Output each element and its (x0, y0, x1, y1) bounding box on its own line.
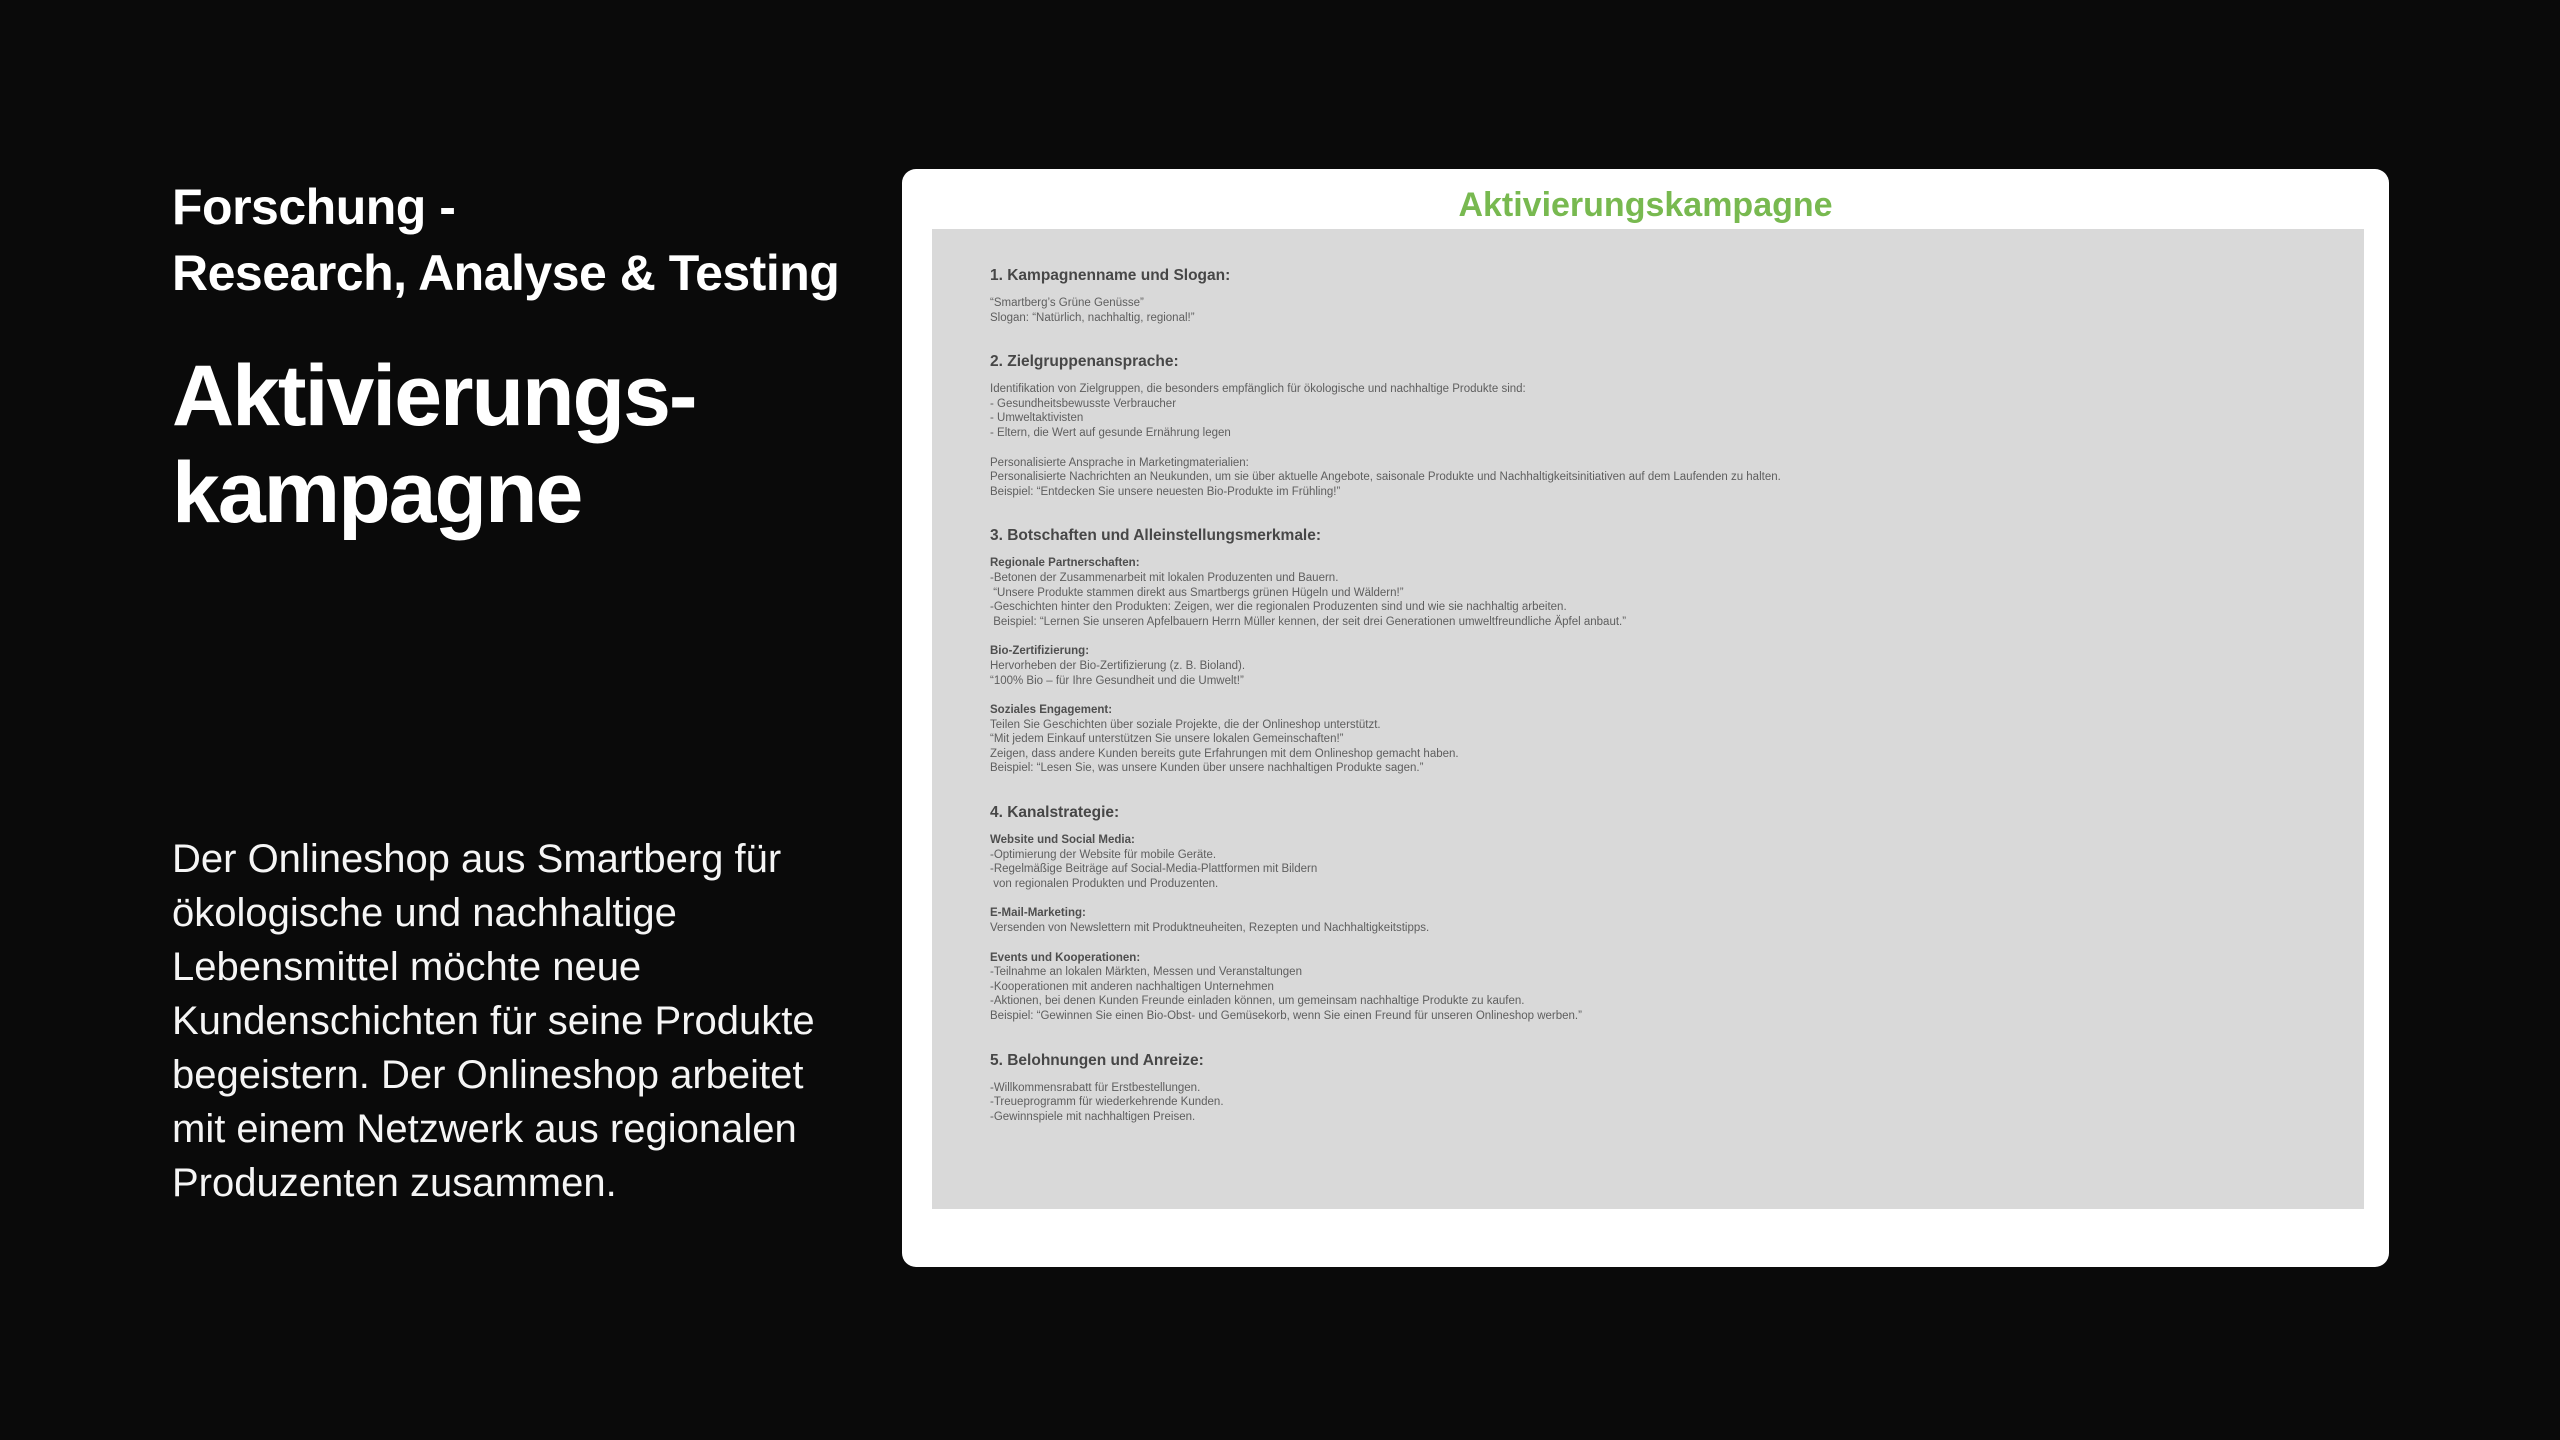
document-line: Identifikation von Zielgruppen, die besonders empfänglich für ökologische und nachhaltige Produkte sind: (990, 383, 1526, 396)
text-block (990, 906, 2306, 935)
document-line: - Umweltaktivisten (990, 412, 1084, 425)
intro-paragraph: Der Onlineshop aus Smartberg für ökologische und nachhaltige Lebensmittel möchte neue Kundenschichten für seine Produkte begeistern. Der Onlineshop arbeitet mit einem Netzwerk aus regionalen Produzenten zusammen. (172, 837, 815, 1205)
title-line-1: Aktivierungs- (172, 348, 696, 444)
document-line: Beispiel: “Entdecken Sie unsere neuesten Bio-Produkte im Frühling!” (990, 485, 1341, 498)
text-block (990, 1081, 2306, 1125)
document-line: -Regelmäßige Beiträge auf Social-Media-Plattformen mit Bildern (990, 863, 1318, 876)
document-line: “Unsere Produkte stammen direkt aus Smartbergs grünen Hügeln und Wäldern!” (990, 586, 1404, 599)
title-line-2: kampagne (172, 445, 582, 541)
section-heading: 4. Kanalstrategie: (990, 804, 1120, 822)
document-line: Slogan: “Natürlich, nachhaltig, regional!” (990, 311, 1195, 324)
document-line: -Geschichten hinter den Produkten: Zeigen, wer die regionalen Produzenten sind und wie sie nachhaltig arbeiten. (990, 601, 1567, 614)
section-heading: 1. Kampagnenname und Slogan: (990, 267, 1231, 284)
document-line: Beispiel: “Lesen Sie, was unsere Kunden über unsere nachhaltigen Produkte sagen.” (990, 762, 1424, 775)
text-block (990, 644, 2306, 688)
document-section (990, 352, 2306, 499)
document-line: “Smartberg’s Grüne Genüsse” (990, 297, 1144, 309)
section-heading: 2. Zielgruppenansprache: (990, 353, 1179, 371)
block-label: Soziales Engagement: (990, 704, 1113, 717)
document-section (990, 1051, 2306, 1125)
document-line: -Aktionen, bei denen Kunden Freunde einladen können, um gemeinsam nachhaltige Produkte zu kaufen. (990, 995, 1525, 1008)
document-line: -Kooperationen mit anderen nachhaltigen Unternehmen (990, 980, 1274, 993)
text-block (990, 703, 2306, 776)
section-heading: 5. Belohnungen und Anreize: (990, 1051, 1204, 1069)
document-line: -Optimierung der Website für mobile Geräte. (990, 848, 1217, 861)
document-line: Personalisierte Ansprache in Marketingmaterialien: (990, 456, 1249, 469)
text-block (990, 456, 2306, 500)
text-block (990, 833, 2306, 891)
text-block (990, 951, 2306, 1024)
text-block (990, 382, 2306, 440)
page-title (172, 348, 892, 542)
document-line: - Gesundheitsbewusste Verbraucher (990, 397, 1177, 410)
document-line: - Eltern, die Wert auf gesunde Ernährung legen (990, 426, 1231, 439)
eyebrow-line-1: Forschung - (172, 179, 456, 235)
document-title: Aktivierungskampagne (1458, 186, 1833, 224)
block-label: Regionale Partnerschaften: (990, 557, 1140, 570)
document-line: Beispiel: “Lernen Sie unseren Apfelbauern Herrn Müller kennen, der seit drei Generationen umweltfreundliche Äpfel anbaut.” (990, 615, 1627, 628)
block-label: E-Mail-Marketing: (990, 907, 1086, 920)
section-heading: 3. Botschaften und Alleinstellungsmerkmale: (990, 527, 1322, 545)
block-label: Bio-Zertifizierung: (990, 645, 1090, 658)
text-block (990, 296, 2306, 325)
document-line: “100% Bio – für Ihre Gesundheit und die Umwelt!” (990, 674, 1244, 687)
document-line: “Mit jedem Einkauf unterstützen Sie unsere lokalen Gemeinschaften!” (990, 733, 1344, 746)
document-line: Versenden von Newslettern mit Produktneuheiten, Rezepten und Nachhaltigkeitstipps. (990, 922, 1430, 935)
document-line: Zeigen, dass andere Kunden bereits gute Erfahrungen mit dem Onlineshop gemacht haben. (990, 747, 1459, 760)
document-body (932, 229, 2364, 1209)
document-line: -Teilnahme an lokalen Märkten, Messen und Veranstaltungen (990, 966, 1302, 979)
document-card (902, 169, 2389, 1267)
document-section (990, 803, 2306, 1024)
document-section (990, 526, 2306, 776)
document-line: von regionalen Produkten und Produzenten. (990, 877, 1219, 890)
block-label: Events und Kooperationen: (990, 951, 1141, 964)
document-line: -Willkommensrabatt für Erstbestellungen. (990, 1081, 1201, 1094)
left-column (172, 174, 892, 542)
document-line: Teilen Sie Geschichten über soziale Projekte, die der Onlineshop unterstützt. (990, 718, 1381, 731)
document-section (990, 266, 2306, 325)
document-line: -Treueprogramm für wiederkehrende Kunden. (990, 1096, 1224, 1109)
document-line: Beispiel: “Gewinnen Sie einen Bio-Obst- und Gemüsekorb, wenn Sie einen Freund für unseren Onlineshop werben.” (990, 1010, 1582, 1022)
document-line: Hervorheben der Bio-Zertifizierung (z. B. Bioland). (990, 659, 1246, 672)
eyebrow-line-2: Research, Analyse & Testing (172, 245, 840, 301)
section-eyebrow (172, 174, 892, 306)
block-label: Website und Social Media: (990, 834, 1135, 847)
document-line: Personalisierte Nachrichten an Neukunden, um sie über aktuelle Angebote, saisonale Produkte und Nachhaltigkeitsinitiativen auf dem Laufenden zu halten. (990, 471, 1781, 484)
text-block (990, 556, 2306, 629)
document-line: -Betonen der Zusammenarbeit mit lokalen Produzenten und Bauern. (990, 571, 1339, 584)
document-line: -Gewinnspiele mit nachhaltigen Preisen. (990, 1110, 1196, 1123)
